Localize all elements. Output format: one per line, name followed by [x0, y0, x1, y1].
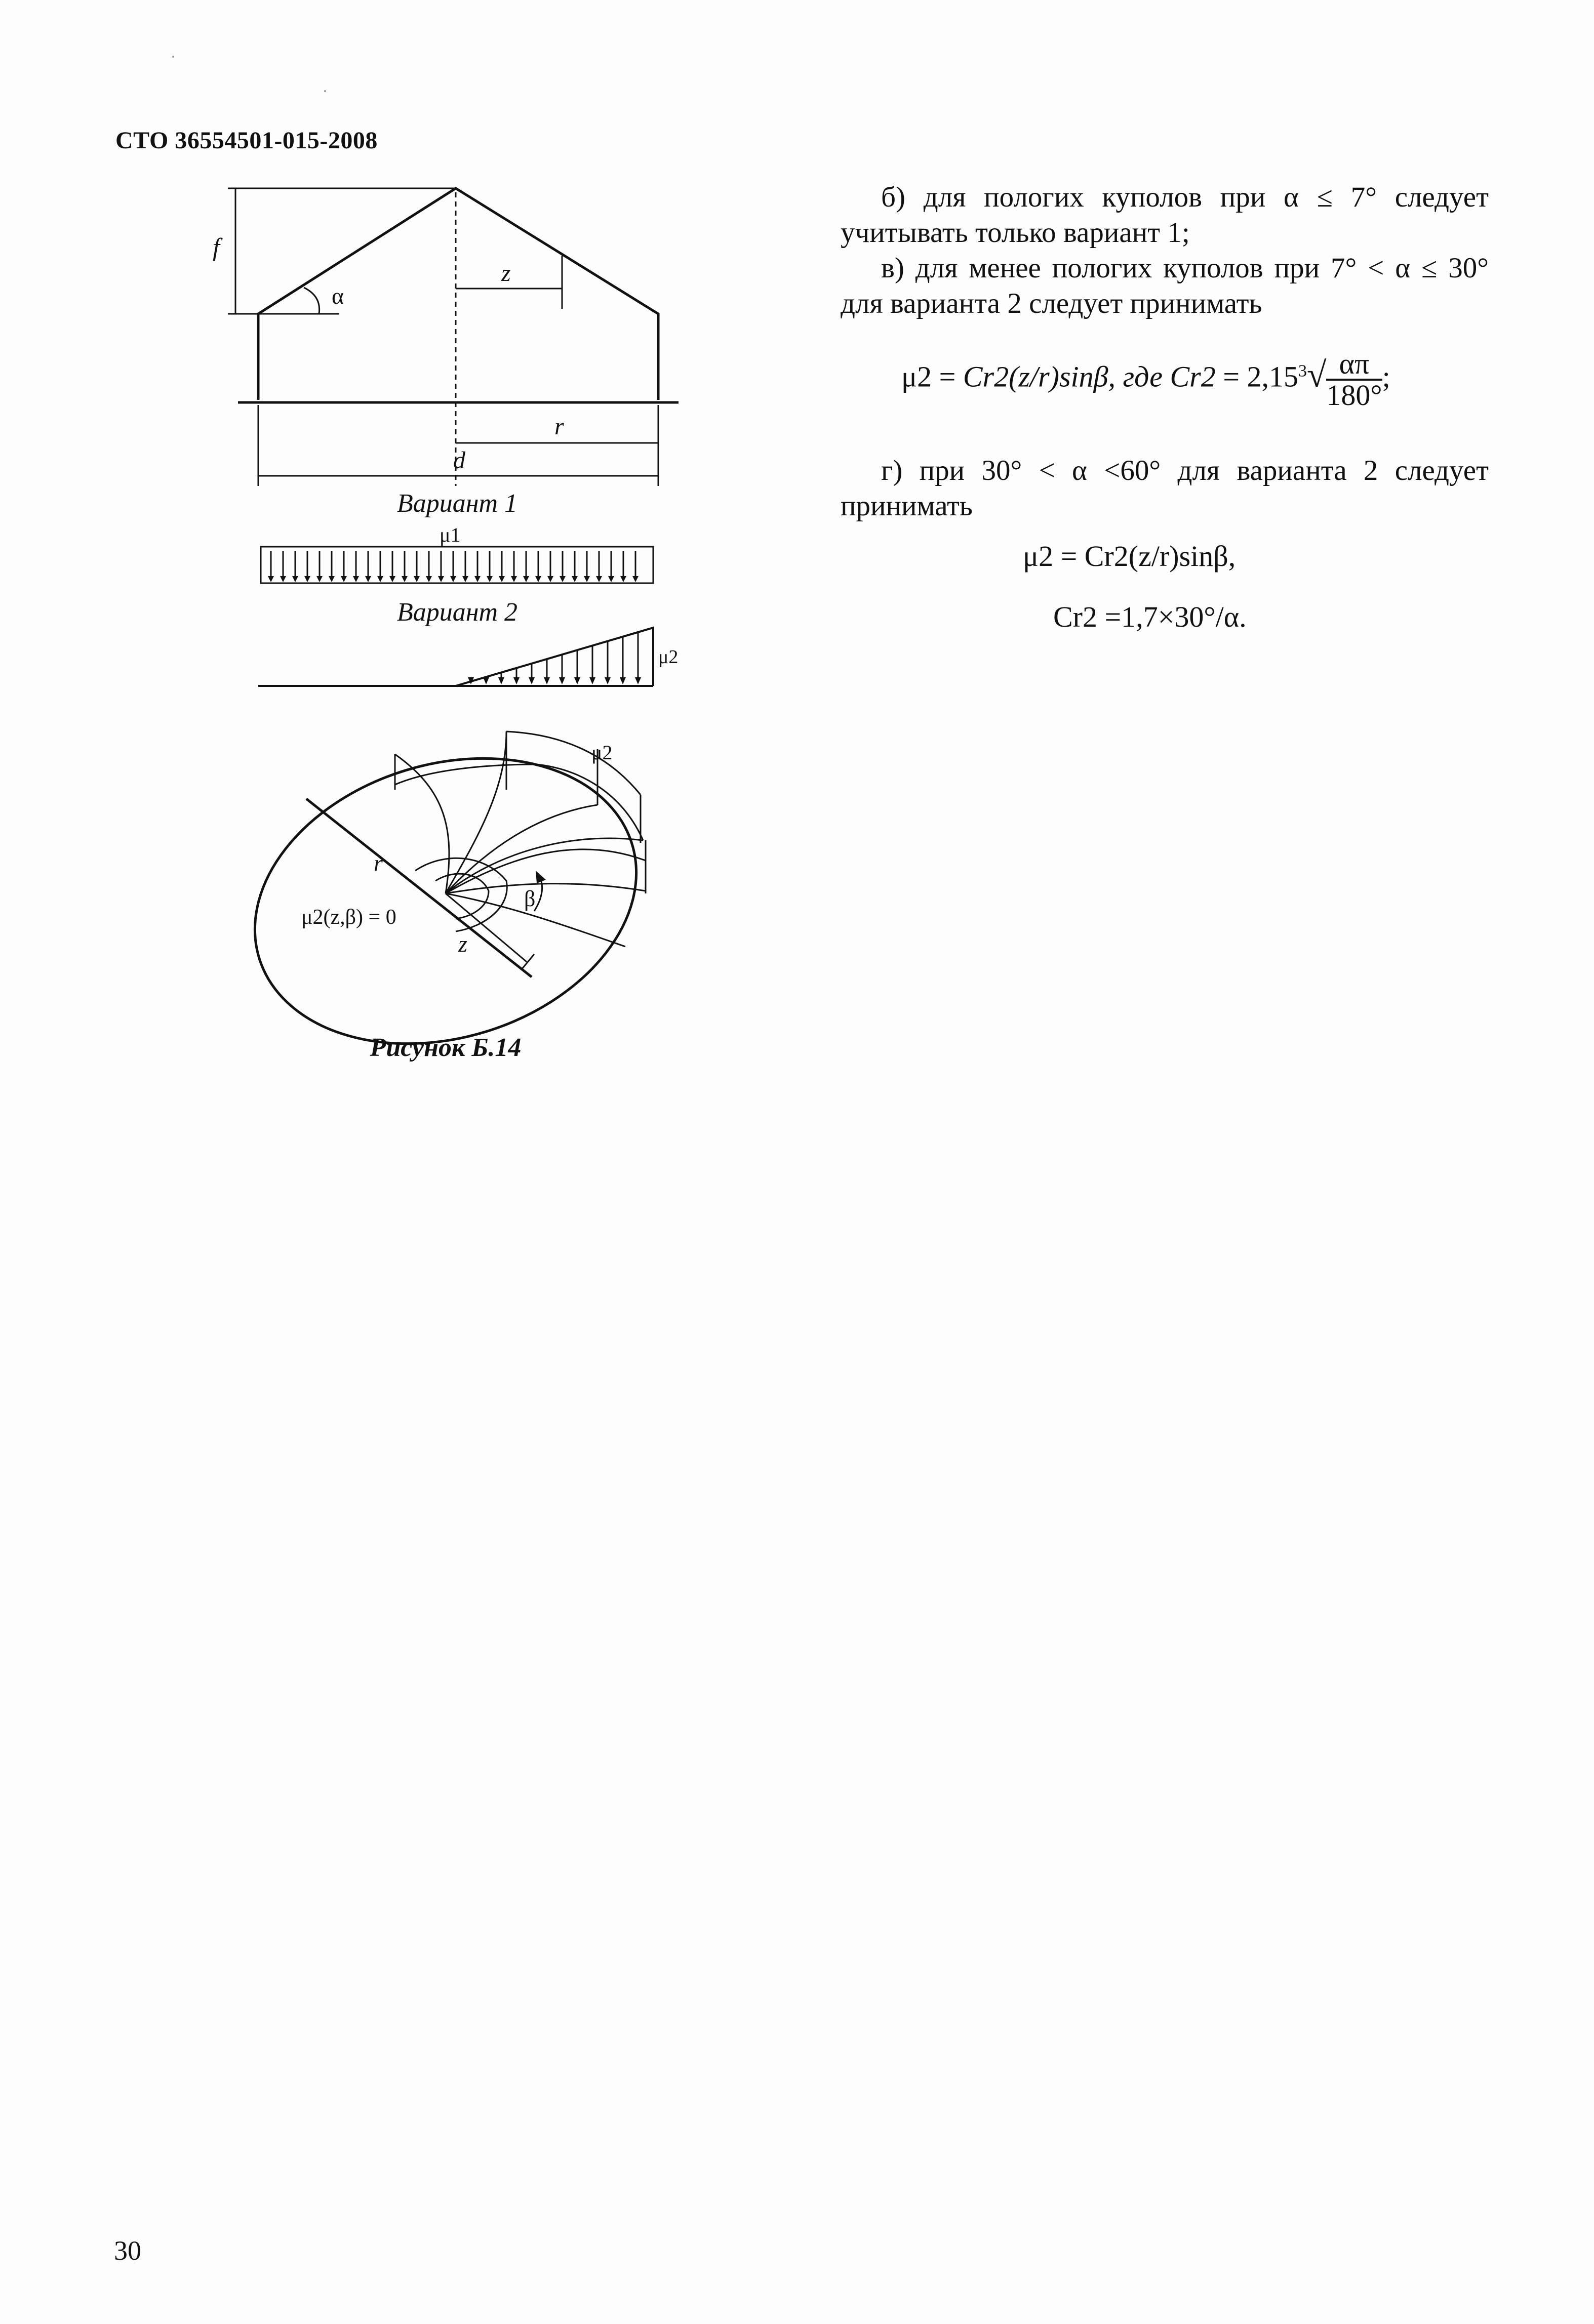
- variant1-uniform-load: [261, 547, 653, 583]
- load-arrowhead: [377, 576, 383, 582]
- variant1-label: Вариант 1: [396, 489, 518, 518]
- load-arrowhead: [547, 576, 553, 582]
- scan-speck: [324, 90, 326, 92]
- formula-2: μ2 = Cr2(z/r)sinβ,: [1023, 540, 1236, 573]
- d-label: d: [453, 447, 465, 474]
- load-arrowhead: [523, 576, 529, 582]
- beta-arrowhead: [536, 871, 546, 883]
- load-arrowhead: [414, 576, 420, 582]
- load-arrowhead: [329, 576, 335, 582]
- load-arrowhead: [462, 576, 468, 582]
- load-arrowhead: [498, 677, 504, 684]
- variant2-label: Вариант 2: [396, 598, 518, 627]
- load-arrowhead: [365, 576, 371, 582]
- load-arrowhead: [608, 576, 614, 582]
- load-arrowhead: [450, 576, 456, 582]
- page-number: 30: [114, 2235, 141, 2266]
- load-arrowhead: [280, 576, 286, 582]
- load-arrowhead: [341, 576, 347, 582]
- f-label: f: [213, 233, 220, 261]
- load-arrowhead: [559, 677, 565, 684]
- load-arrowhead: [584, 576, 590, 582]
- beta-label: β: [524, 886, 536, 911]
- load-arrowhead: [511, 576, 517, 582]
- load-arrowhead: [560, 576, 566, 582]
- mu2-3d-label: μ2: [591, 741, 613, 764]
- paragraph-v: в) для менее пологих куполов при 7° < α ≤ 30° для варианта 2 следует принимать: [841, 252, 1489, 319]
- load-arrowhead: [353, 576, 359, 582]
- z-label: z: [501, 260, 511, 287]
- load-arrowhead: [605, 677, 611, 684]
- load-arrowhead: [596, 576, 602, 582]
- dome-diagram: [0, 0, 709, 1063]
- d-dimension: [258, 405, 658, 486]
- mu2-zero-label: μ2(z,β) = 0: [301, 906, 396, 929]
- load-arrowhead: [632, 576, 639, 582]
- paragraph-b: б) для пологих куполов при α ≤ 7° следует учитывать только вариант 1;: [841, 181, 1489, 249]
- load-arrowhead: [589, 677, 595, 684]
- alpha-arc: [304, 288, 320, 314]
- mu2-variant2-label: μ2: [658, 646, 679, 668]
- load-arrowhead: [402, 576, 408, 582]
- load-arrowhead: [535, 576, 541, 582]
- document-code: СТО 36554501-015-2008: [115, 127, 378, 154]
- load-arrowhead: [487, 576, 493, 582]
- load-arrowhead: [316, 576, 323, 582]
- dome-profile: [238, 188, 679, 402]
- load-arrowhead: [474, 576, 481, 582]
- load-arrowhead: [292, 576, 298, 582]
- formula-1: μ2 = Cr2(z/r)sinβ, где $Cr2 = 2,15^3√$ $\frac{\alpha\pi}{180^\circ}$ ;: [901, 347, 1390, 412]
- load-arrowhead: [304, 576, 310, 582]
- load-arrowhead: [529, 677, 535, 684]
- load-arrowhead: [513, 677, 520, 684]
- load-arrowhead: [426, 576, 432, 582]
- z-3d-label: z: [458, 931, 467, 957]
- load-arrowhead: [268, 576, 274, 582]
- r-label: r: [554, 413, 564, 440]
- load-arrowhead: [483, 677, 489, 684]
- dome-plan-3d: [219, 713, 672, 1063]
- r-3d-label: r: [374, 850, 383, 876]
- figure-caption: Рисунок Б.14: [370, 1033, 522, 1062]
- scan-speck: [172, 56, 174, 58]
- paragraph-g: г) при 30° < α <60° для варианта 2 следует принимать: [841, 455, 1489, 522]
- load-arrowhead: [574, 677, 580, 684]
- load-arrowhead: [635, 677, 641, 684]
- load-arrowhead: [620, 677, 626, 684]
- load-arrowhead: [544, 677, 550, 684]
- load-arrowhead: [620, 576, 626, 582]
- load-arrowhead: [438, 576, 444, 582]
- load-arrowhead: [572, 576, 578, 582]
- load-arrowhead: [389, 576, 395, 582]
- variant2-triangular-load: [258, 628, 653, 686]
- alpha-label: α: [332, 283, 344, 309]
- mu1-label: μ1: [440, 523, 461, 546]
- load-arrowhead: [499, 576, 505, 582]
- formula-3: Cr2 =1,7×30°/α.: [1053, 600, 1247, 633]
